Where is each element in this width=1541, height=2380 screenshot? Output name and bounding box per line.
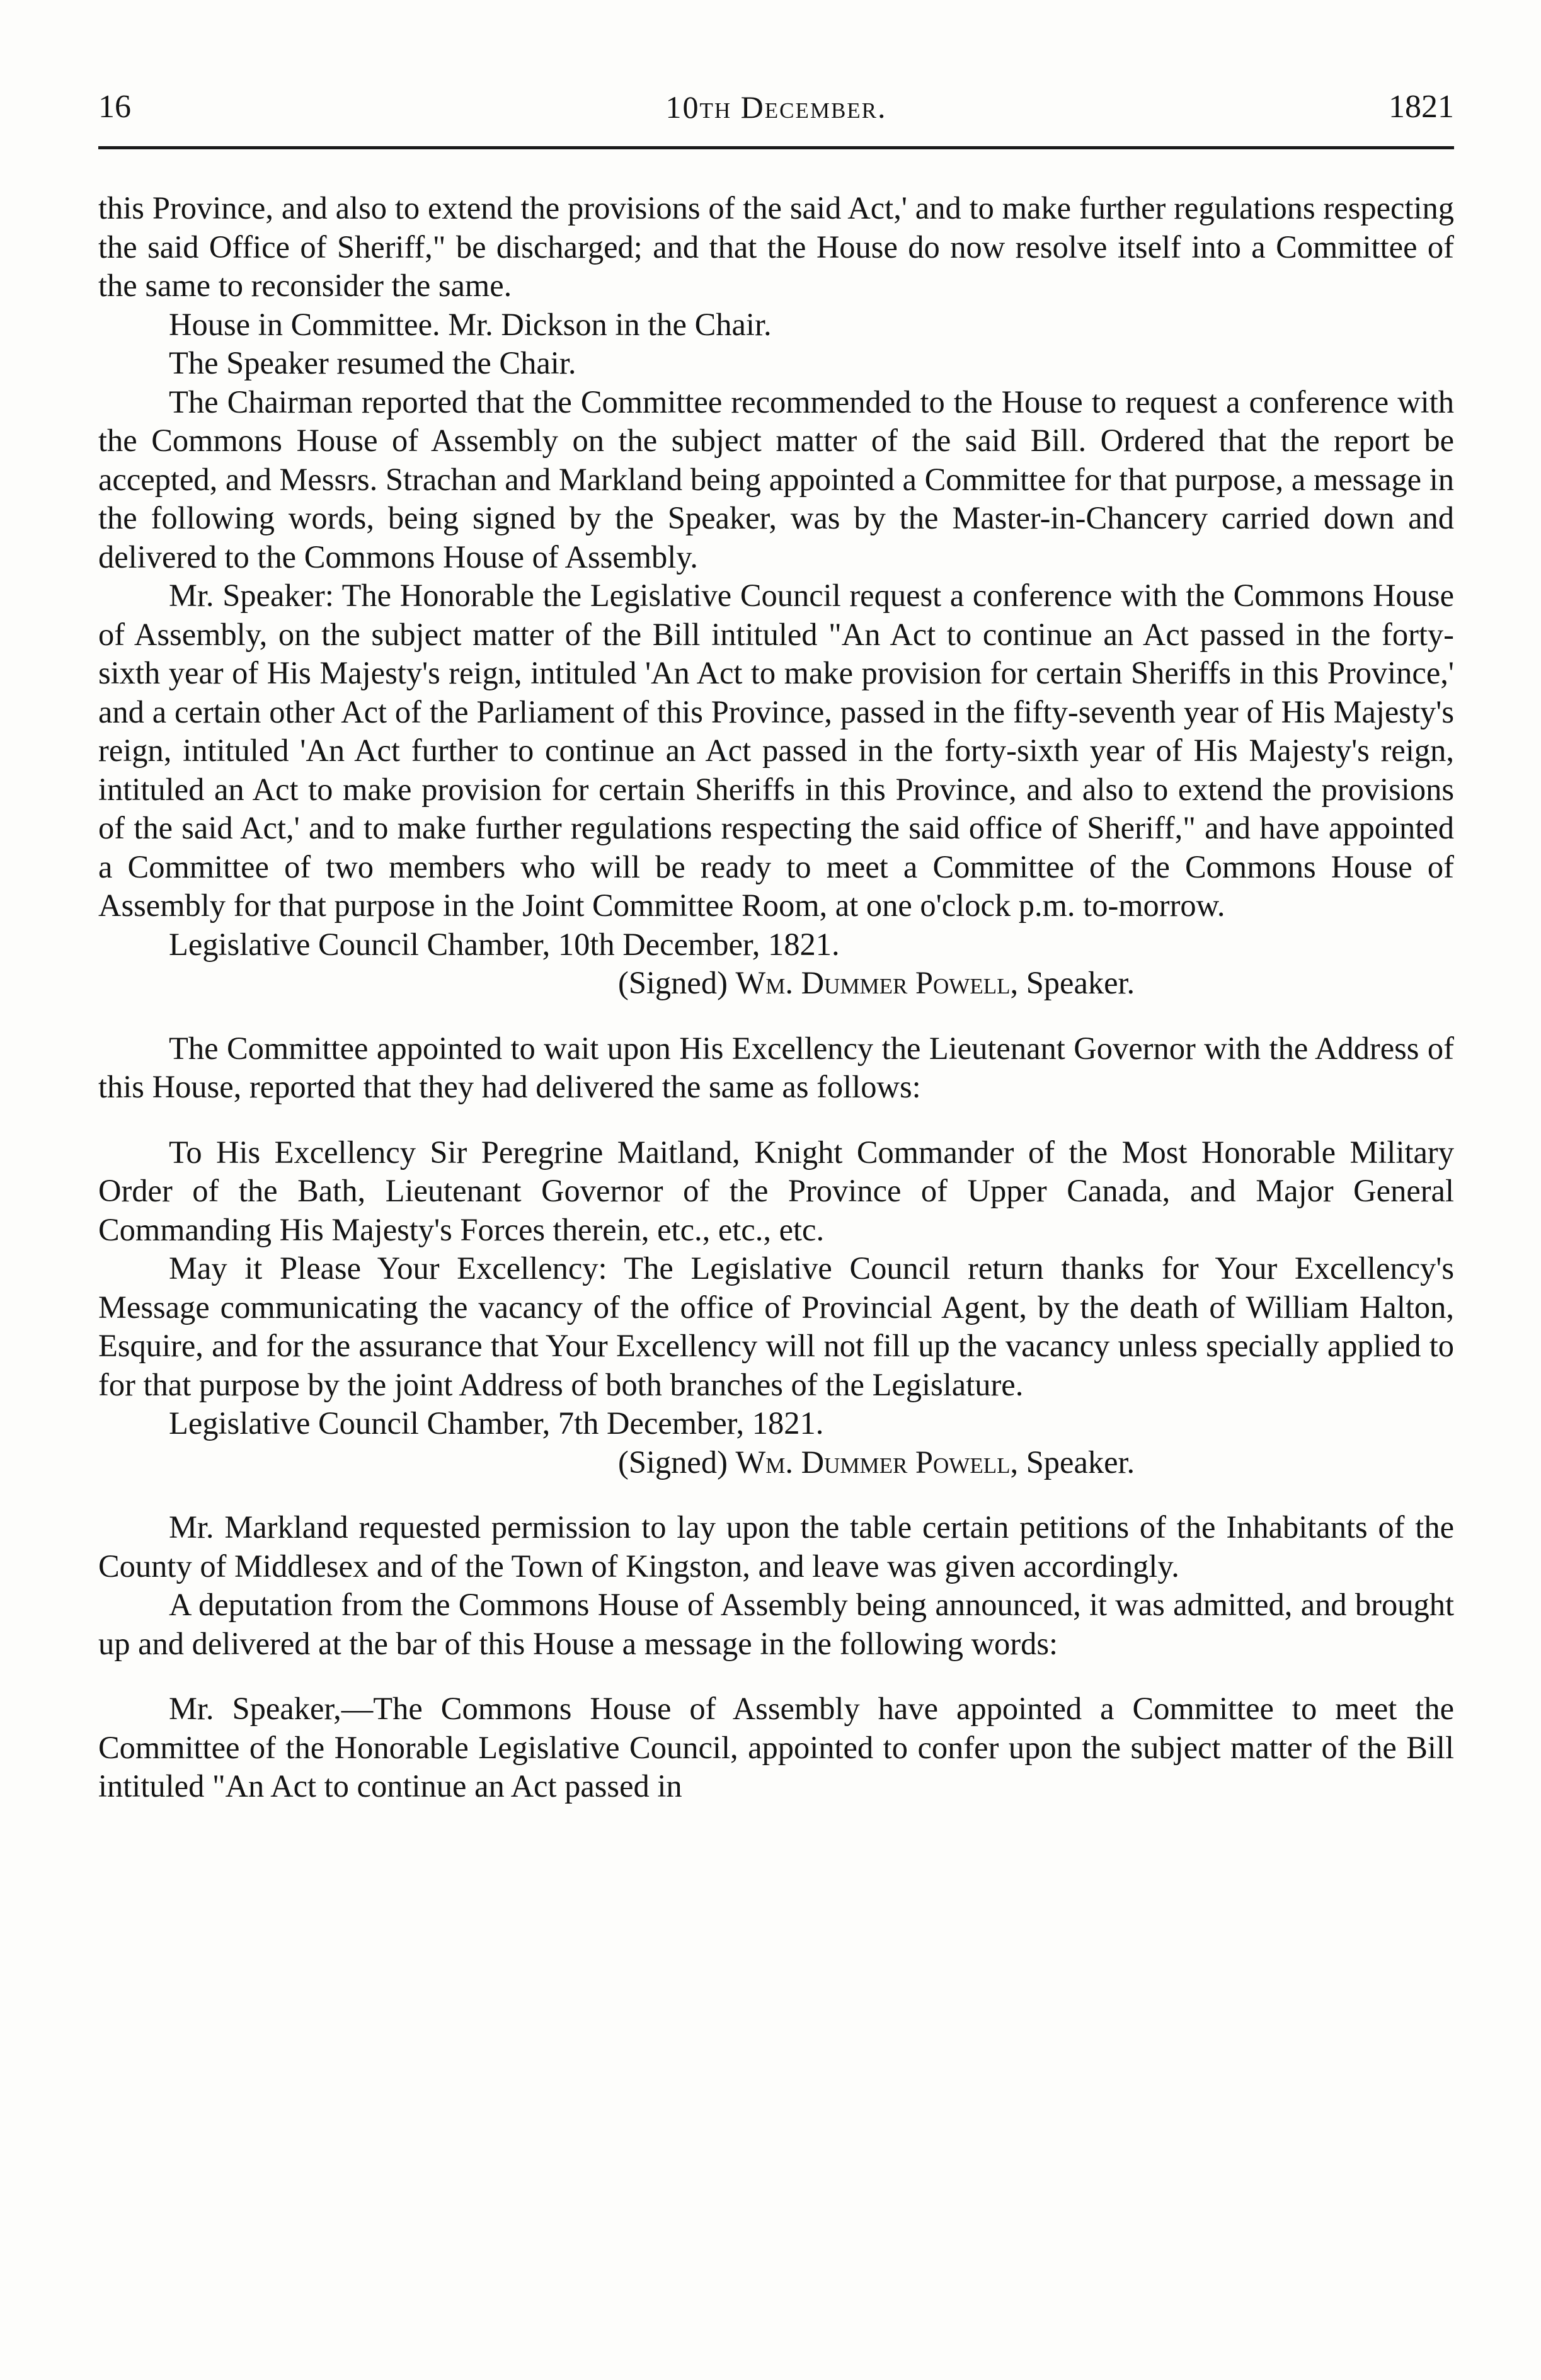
header-rule bbox=[98, 146, 1454, 149]
paragraph-dateline-2: Legislative Council Chamber, 7th December, 1821. bbox=[169, 1405, 824, 1441]
signature-1-suffix: , Speaker. bbox=[1010, 965, 1135, 1000]
page-number: 16 bbox=[98, 89, 131, 125]
header-year: 1821 bbox=[1389, 89, 1454, 125]
document-body bbox=[98, 189, 1454, 1806]
running-header bbox=[98, 82, 1454, 132]
signature-1 bbox=[98, 964, 1454, 1003]
paragraph-address-salutation: To His Excellency Sir Peregrine Maitland, Knight Commander of the Most Honorable Military Order of the Bath, Lieutenant Governor of the Province of Upper Canada, and Major General Commanding His Majesty's Forces therein, etc., etc., etc. bbox=[98, 1134, 1454, 1247]
signature-2-name: Wm. Dummer Powell bbox=[735, 1444, 1011, 1480]
signature-2-suffix: , Speaker. bbox=[1010, 1444, 1135, 1480]
paragraph-chairman-report: The Chairman reported that the Committee recommended to the House to request a conference with the Commons House of Assembly on the subject matter of the said Bill. Ordered that the report be accepted, and Messrs. Strachan and Markland being appointed a Committee for that purpose, a message in the following words, being signed by the Speaker, was by the Master-in-Chancery carried down and delivered to the Commons House of Assembly. bbox=[98, 384, 1454, 575]
paragraph-continuation: this Province, and also to extend the provisions of the said Act,' and to make further regulations respecting the said Office of Sheriff," be discharged; and that the House do now resolve itself into a Committee of the same to reconsider the same. bbox=[98, 190, 1454, 303]
paragraph-speaker-resumed: The Speaker resumed the Chair. bbox=[169, 345, 576, 380]
paragraph-dateline-1: Legislative Council Chamber, 10th December, 1821. bbox=[169, 926, 840, 962]
paragraph-conference-message: Mr. Speaker: The Honorable the Legislative Council request a conference with the Commons House of Assembly, on the subject matter of the Bill intituled "An Act to continue an Act passed in the forty-sixth year of His Majesty's reign, intituled 'An Act to make provision for certain Sheriffs in this Province,' and a certain other Act of the Parliament of this Province, passed in the fifty-seventh year of His Majesty's reign, intituled 'An Act further to continue an Act passed in the forty-sixth year of His Majesty's reign, intituled an Act to make provision for certain Sheriffs in this Province, and also to extend the provisions of the said Act,' and to make further regulations respecting the said office of Sheriff," and have appointed a Committee of two members who will be ready to meet a Committee of the Commons House of Assembly for that purpose in the Joint Committee Room, at one o'clock p.m. to-morrow. bbox=[98, 578, 1454, 923]
signature-2 bbox=[98, 1443, 1454, 1482]
paragraph-committee-address: The Committee appointed to wait upon His Excellency the Lieutenant Governor with the Address of this House, reported that they had delivered the same as follows: bbox=[98, 1030, 1454, 1104]
signature-1-name: Wm. Dummer Powell bbox=[735, 965, 1011, 1000]
paragraph-address-body: May it Please Your Excellency: The Legislative Council return thanks for Your Excellency's Message communicating the vacancy of the office of Provincial Agent, by the death of William Halton, Esquire, and for the assurance that Your Excellency will not fill up the vacancy unless specially applied to for that purpose by the joint Address of both branches of the Legislature. bbox=[98, 1250, 1454, 1402]
paragraph-petitions: Mr. Markland requested permission to lay upon the table certain petitions of the Inhabitants of the County of Middlesex and of the Town of Kingston, and leave was given accordingly. bbox=[98, 1509, 1454, 1584]
paragraph-commons-message: Mr. Speaker,—The Commons House of Assembly have appointed a Committee to meet the Committee of the Honorable Legislative Council, appointed to confer upon the subject matter of the Bill intituled "An Act to continue an Act passed in bbox=[98, 1691, 1454, 1804]
signature-2-prefix: (Signed) bbox=[618, 1444, 728, 1480]
paragraph-deputation: A deputation from the Commons House of Assembly being announced, it was admitted, and brought up and delivered at the bar of this House a message in the following words: bbox=[98, 1587, 1454, 1661]
signature-1-prefix: (Signed) bbox=[618, 965, 728, 1000]
paragraph-house-in-committee: House in Committee. Mr. Dickson in the Chair. bbox=[169, 306, 772, 342]
header-date: 10th December. bbox=[665, 89, 887, 125]
